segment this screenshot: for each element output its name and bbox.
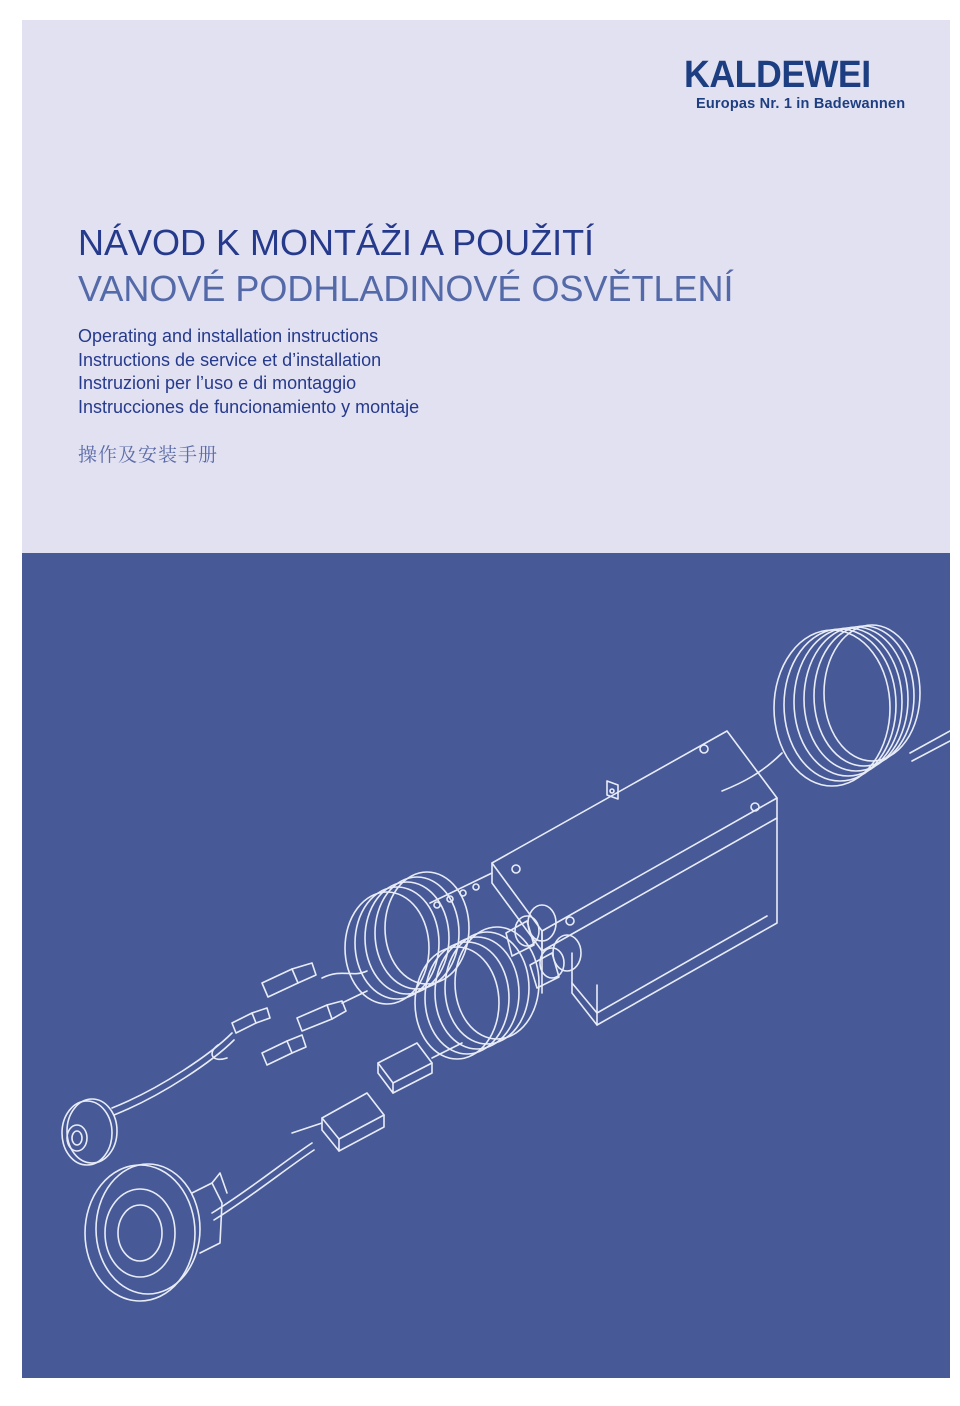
small-light-icon: [62, 1099, 117, 1165]
lighting-kit-drawing-icon: [22, 553, 950, 1378]
kaldewei-logo: [684, 54, 914, 124]
illustration-panel: [22, 553, 950, 1378]
language-title-zh: 操作及安装手册: [78, 444, 219, 466]
box-connectors-icon: [430, 873, 581, 988]
cover-page: [22, 20, 950, 1378]
language-title-es: Instrucciones de funcionamiento y montaje: [78, 396, 420, 417]
language-title-fr: Instructions de service et d’installation: [78, 349, 382, 370]
cable-coil-middle-icon: [345, 872, 539, 1059]
main-title: NÁVOD K MONTÁŽI A POUŽITÍ: [78, 222, 595, 263]
plug-connectors-icon: [212, 963, 367, 1065]
language-title-it: Instruzioni per l’uso e di montaggio: [78, 373, 357, 393]
cover-header-panel: [22, 20, 950, 553]
language-title-en: Operating and installation instructions: [78, 326, 379, 346]
logo-wordmark: KALDEWEI: [684, 54, 871, 96]
large-light-icon: [85, 1164, 227, 1301]
light-cables-icon: [112, 1033, 314, 1220]
language-list: [78, 325, 419, 419]
sub-title: VANOVÉ PODHLADINOVÉ OSVĚTLENÍ: [78, 268, 734, 309]
cable-coil-right-icon: [722, 625, 950, 791]
cable-plug-icon: [292, 1043, 462, 1151]
logo-tagline: Europas Nr. 1 in Badewannen: [696, 96, 906, 112]
